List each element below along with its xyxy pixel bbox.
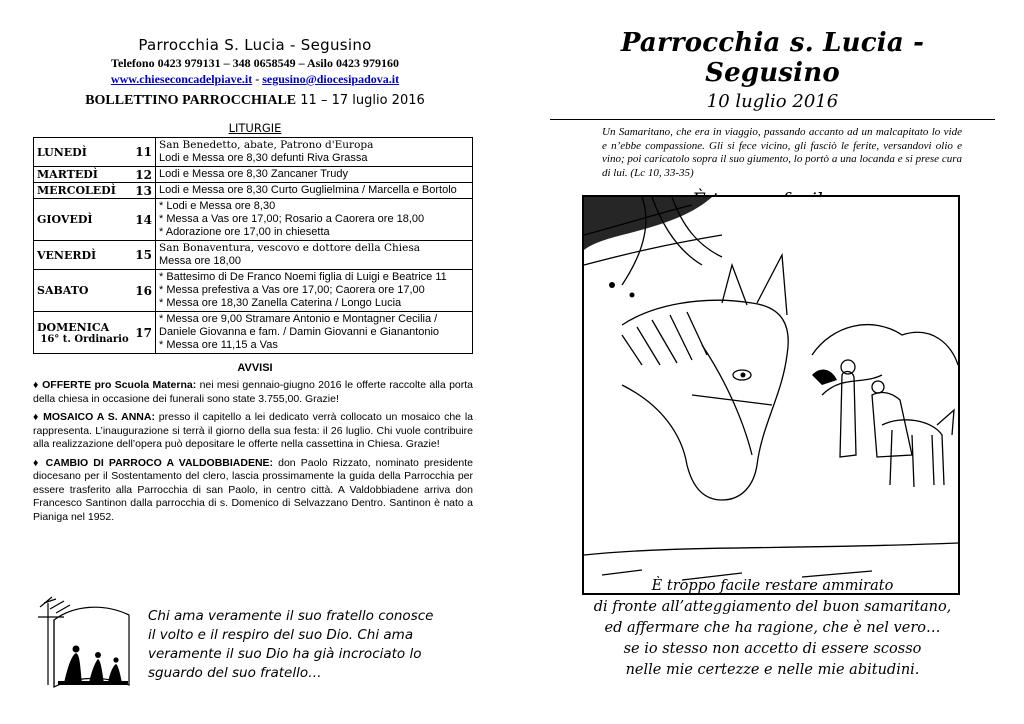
samaritan-horse-illustration bbox=[582, 195, 960, 595]
gospel-passage: Un Samaritano, che era in viaggio, passando accanto ad un malcapitato lo vide e n’ebbe compassione. Gli si fece vicino, gli fasciò le ferite, versandovi olio e vino; poi caricatolo sopra il suo giumento, lo portò a una locanda e si prese cura di lui. (Lc 10, 33-35) bbox=[602, 126, 962, 179]
bulletin-title bbox=[30, 93, 480, 109]
liturgy-row bbox=[34, 138, 473, 167]
event-line: * Messa a Vas ore 17,00; Rosario a Caorera ore 18,00 bbox=[159, 213, 425, 225]
event-line: * Adorazione ore 17,00 in chiesetta bbox=[159, 226, 330, 238]
event-line: Daniele Giovanna e fam. / Damin Giovanni e Gianantonio bbox=[159, 326, 440, 338]
contact-links bbox=[30, 72, 480, 87]
liturgy-row bbox=[34, 270, 473, 312]
link-separator: - bbox=[252, 72, 263, 86]
day-number: 13 bbox=[135, 183, 152, 198]
day-name: DOMENICA bbox=[37, 320, 110, 334]
day-subtitle: 16° t. Ordinario bbox=[40, 333, 129, 345]
avvisi-list bbox=[30, 379, 480, 524]
reflection-line: È troppo facile restare ammirato bbox=[651, 578, 894, 594]
day-name: LUNEDÌ bbox=[37, 145, 87, 159]
website-link[interactable]: www.chieseconcadelpiave.it bbox=[110, 72, 253, 86]
event-line: Messa ore 18,00 bbox=[159, 255, 241, 267]
notice-item bbox=[33, 457, 473, 525]
day-cell bbox=[34, 183, 156, 199]
book-cross-illustration bbox=[34, 595, 149, 690]
parish-header: Parrocchia S. Lucia - Segusino bbox=[138, 36, 372, 54]
bulletin-label: BOLLETTINO PARROCCHIALE bbox=[85, 93, 297, 108]
day-cell bbox=[34, 270, 156, 312]
events-cell bbox=[156, 270, 473, 312]
divider bbox=[550, 119, 995, 120]
events-cell bbox=[156, 199, 473, 241]
event-line: * Messa ore 18,30 Zanella Caterina / Longo Lucia bbox=[159, 297, 402, 309]
notice-heading: ♦ OFFERTE pro Scuola Materna: bbox=[33, 379, 197, 391]
saint-of-day: San Benedetto, abate, Patrono d'Europa bbox=[159, 139, 374, 151]
event-line: Lodi e Messa ore 8,30 defunti Riva Grassa bbox=[159, 152, 368, 164]
notice-body: nei mesi gennaio-giugno 2016 le offerte raccolte alla porta della chiesa in occasione dei funerali sono state 3.755,00. Grazie! bbox=[33, 379, 473, 405]
event-line: * Battesimo di De Franco Noemi figlia di Luigi e Beatrice 11 bbox=[159, 271, 447, 283]
day-name: MERCOLEDÌ bbox=[37, 184, 116, 197]
quote-line: il volto e il respiro del suo Dio. Chi ama bbox=[148, 627, 414, 643]
events-cell bbox=[156, 312, 473, 354]
event-line: * Messa ore 11,15 a Vas bbox=[159, 339, 278, 351]
liturgy-row bbox=[34, 199, 473, 241]
quote-line: sguardo del suo fratello… bbox=[148, 665, 322, 681]
right-page bbox=[550, 28, 995, 678]
day-name: MARTEDÌ bbox=[37, 168, 98, 181]
liturgy-row bbox=[34, 167, 473, 183]
reflection-line: ed affermare che ha ragione, che è nel vero… bbox=[604, 620, 941, 636]
event-line: * Lodi e Messa ore 8,30 bbox=[159, 200, 276, 212]
day-cell bbox=[34, 167, 156, 183]
reflection bbox=[550, 576, 995, 681]
day-number: 15 bbox=[135, 248, 152, 262]
left-page bbox=[30, 28, 480, 524]
day-cell bbox=[34, 241, 156, 270]
notice-body: presso il capitello a lei dedicato verrà collocato un mosaico che la rappresenta. L’inaugurazione si terrà il giorno della sua festa: il 26 luglio. Chi vuole contribuire alla realizzazione dell’opera può depositare le offerte nella cassettina in Chiesa. Grazie! bbox=[33, 411, 474, 450]
reflection-line: di fronte all’atteggiamento del buon samaritano, bbox=[593, 599, 952, 615]
event-line: Lodi e Messa ore 8,30 Curto Guglielmina / Marcella e Bortolo bbox=[159, 184, 457, 196]
liturgy-table bbox=[33, 137, 473, 354]
notice-body: don Paolo Rizzato, nominato presidente diocesano per il Sostentamento del clero, lascia prossimamente la guida della Parrocchia per essere trasferito alla Parrocchia di san Paolo, in centro città. A Valdobbiadene arriva don Francesco Santinon dalla parrocchia di s. Domenico di Selvazzano Dentro. Santinon è nato a Pianiga nel 1952. bbox=[33, 456, 473, 523]
notice-item bbox=[33, 379, 473, 406]
day-number: 11 bbox=[135, 145, 152, 159]
reflection-line: se io stesso non accetto di essere scosso bbox=[623, 641, 922, 657]
notice-item bbox=[33, 411, 473, 452]
day-number: 16 bbox=[135, 283, 152, 298]
notice-heading: ♦ CAMBIO DI PARROCO A VALDOBBIADENE: bbox=[33, 456, 274, 469]
events-cell bbox=[156, 183, 473, 199]
day-cell bbox=[34, 138, 156, 167]
events-cell bbox=[156, 167, 473, 183]
notice-heading: ♦ MOSAICO A S. ANNA: bbox=[33, 411, 155, 423]
quote-block bbox=[30, 585, 480, 695]
right-date: 10 luglio 2016 bbox=[706, 91, 839, 112]
events-cell bbox=[156, 138, 473, 167]
event-line: Lodi e Messa ore 8,30 Zancaner Trudy bbox=[159, 168, 348, 180]
saint-of-day: San Bonaventura, vescovo e dottore della Chiesa bbox=[159, 242, 420, 254]
events-cell bbox=[156, 241, 473, 270]
bulletin-dates: 11 – 17 luglio 2016 bbox=[296, 93, 425, 108]
phone-numbers: Telefono 0423 979131 – 348 0658549 – Asilo 0423 979160 bbox=[111, 56, 399, 70]
day-number: 12 bbox=[135, 167, 152, 182]
email-link[interactable]: segusino@diocesipadova.it bbox=[262, 72, 400, 86]
quote-text bbox=[148, 607, 483, 683]
liturgy-row bbox=[34, 241, 473, 270]
quote-line: veramente il suo Dio ha già incrociato lo bbox=[148, 646, 422, 662]
right-title: Parrocchia s. Lucia - Segusino bbox=[620, 28, 925, 88]
day-cell bbox=[34, 312, 156, 354]
avvisi-title: AVVISI bbox=[237, 362, 273, 374]
liturgy-row bbox=[34, 312, 473, 354]
day-name: SABATO bbox=[37, 284, 89, 297]
event-line: * Messa prefestiva a Vas ore 17,00; Caorera ore 17,00 bbox=[159, 284, 425, 296]
quote-line: Chi ama veramente il suo fratello conosce bbox=[148, 608, 434, 624]
liturgy-row bbox=[34, 183, 473, 199]
day-name: VENERDÌ bbox=[37, 248, 97, 262]
reflection-line: nelle mie certezze e nelle mie abitudini. bbox=[625, 662, 920, 678]
day-number: 14 bbox=[135, 212, 152, 227]
liturgie-title: LITURGIE bbox=[228, 121, 282, 135]
day-number: 17 bbox=[135, 325, 152, 340]
event-line: * Messa ore 9,00 Stramare Antonio e Montagner Cecilia / bbox=[159, 313, 438, 325]
day-name: GIOVEDÌ bbox=[37, 213, 93, 226]
day-cell bbox=[34, 199, 156, 241]
